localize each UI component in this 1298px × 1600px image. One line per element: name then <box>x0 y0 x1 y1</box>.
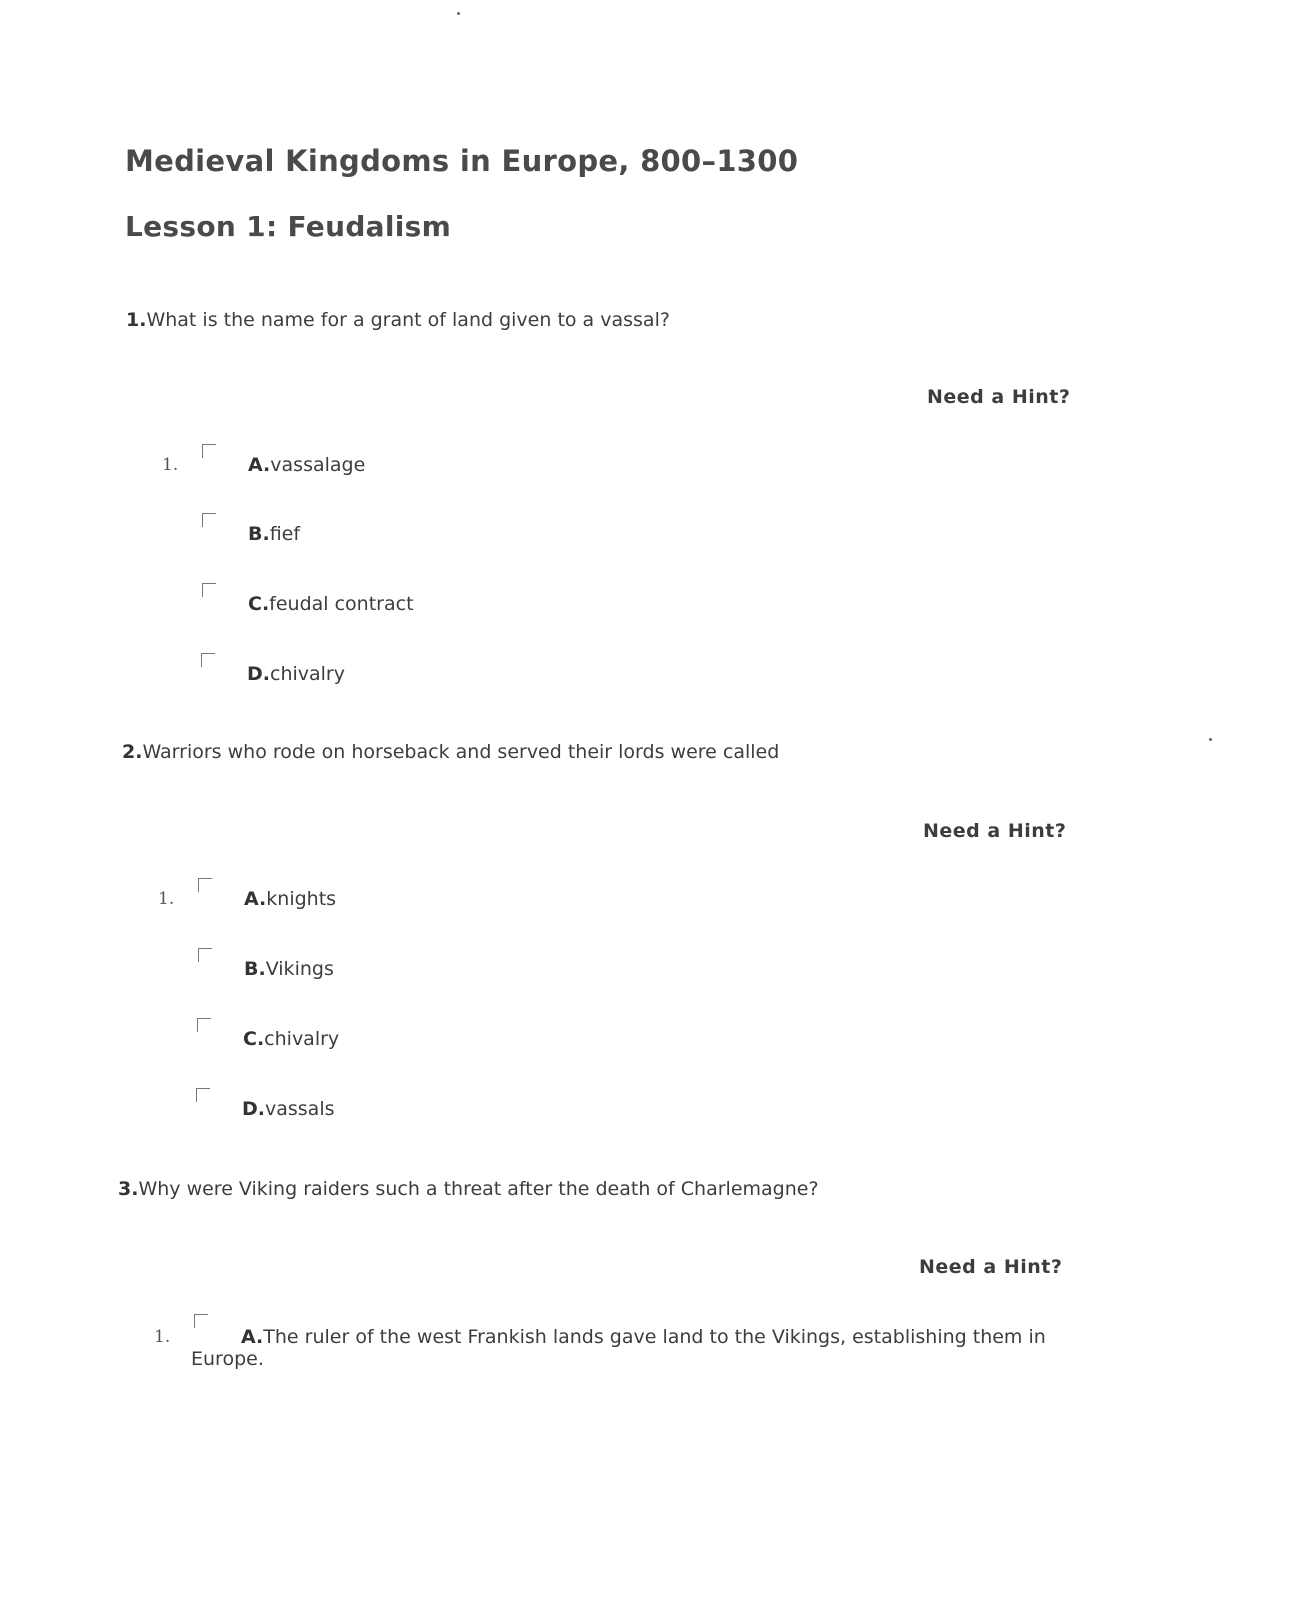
option-letter: B. <box>244 958 266 980</box>
checkbox-q2-a[interactable] <box>198 878 212 892</box>
option-text: chivalry <box>270 663 345 685</box>
lesson-title: Lesson 1: Feudalism <box>125 210 452 243</box>
question-2-text <box>122 741 779 763</box>
option-text: chivalry <box>264 1028 340 1050</box>
hint-link-q2[interactable]: Need a Hint? <box>923 820 1067 842</box>
option-letter: C. <box>243 1028 265 1050</box>
hint-link-q1[interactable]: Need a Hint? <box>927 386 1071 408</box>
option-letter: A. <box>241 1326 264 1348</box>
question-2-prompt: Warriors who rode on horseback and served their lords were called <box>142 741 780 763</box>
question-1-number: 1. <box>126 309 147 331</box>
question-1-prompt: What is the name for a grant of land given to a vassal? <box>146 309 670 331</box>
option-q2-a[interactable] <box>244 888 336 910</box>
option-letter: A. <box>248 454 271 476</box>
checkbox-q1-b[interactable] <box>202 513 216 527</box>
option-letter: D. <box>242 1098 265 1120</box>
option-q2-d[interactable] <box>242 1098 335 1120</box>
scan-speck <box>457 12 460 15</box>
option-text: Vikings <box>265 958 334 980</box>
checkbox-q2-d[interactable] <box>196 1088 210 1102</box>
list-marker-q3: 1. <box>154 1327 171 1347</box>
option-text: vassalage <box>270 454 366 476</box>
question-3-prompt: Why were Viking raiders such a threat after the death of Charlemagne? <box>138 1178 819 1200</box>
option-letter: A. <box>244 888 267 910</box>
question-2-number: 2. <box>122 741 143 763</box>
checkbox-q2-c[interactable] <box>197 1018 211 1032</box>
page-title: Medieval Kingdoms in Europe, 800–1300 <box>125 144 799 178</box>
checkbox-q1-d[interactable] <box>201 653 215 667</box>
question-1-text <box>126 309 670 331</box>
option-q1-c[interactable] <box>248 593 414 615</box>
option-q1-b[interactable] <box>248 523 300 545</box>
option-q3-a[interactable] <box>191 1326 1061 1370</box>
option-letter: C. <box>248 593 270 615</box>
list-marker-q2: 1. <box>158 889 175 909</box>
option-text: feudal contract <box>269 593 414 615</box>
hint-link-q3[interactable]: Need a Hint? <box>919 1256 1063 1278</box>
checkbox-q2-b[interactable] <box>198 948 212 962</box>
scan-speck <box>1209 738 1212 741</box>
option-q1-d[interactable] <box>247 663 345 685</box>
question-3-text <box>118 1178 819 1200</box>
option-text: The ruler of the west Frankish lands gave land to the Vikings, establishing them in Europe. <box>191 1326 1046 1370</box>
question-3-number: 3. <box>118 1178 139 1200</box>
option-text: fief <box>269 523 301 545</box>
checkbox-q1-c[interactable] <box>202 583 216 597</box>
option-letter: D. <box>247 663 270 685</box>
option-q1-a[interactable] <box>248 454 365 476</box>
option-letter: B. <box>248 523 270 545</box>
option-text: knights <box>266 888 337 910</box>
option-text: vassals <box>265 1098 335 1120</box>
list-marker-q1: 1. <box>162 455 179 475</box>
checkbox-q1-a[interactable] <box>202 444 216 458</box>
option-q2-b[interactable] <box>244 958 334 980</box>
option-q2-c[interactable] <box>243 1028 339 1050</box>
